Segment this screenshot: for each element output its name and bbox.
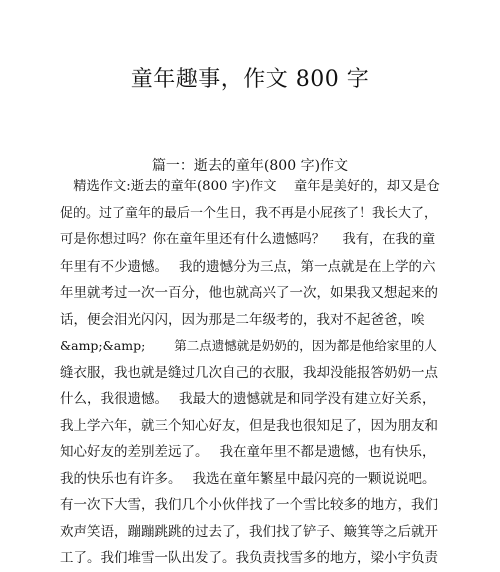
body-line: 有一次下大雪，我们几个小伙伴找了一个雪比较多的地方，我们	[60, 497, 438, 513]
body-line: 话，便会泪光闪闪，因为那是二年级考的，我对不起爸爸，唉	[60, 311, 425, 328]
body-line: 年里有不少遗憾。 我的遗憾分为三点，第一点就是在上学的六	[60, 258, 436, 275]
document-body	[60, 174, 441, 572]
section-title: 篇一：逝去的童年(800 字)作文	[151, 158, 349, 174]
body-line: 我的快乐也有许多。 我选在童年繁星中最闪亮的一颗说说吧。	[60, 470, 436, 487]
body-line: 精选作文:逝去的童年(800 字)作文 童年是美好的，却又是仓	[60, 179, 440, 194]
body-line: 我上学六年，就三个知心好友，但是我也很知足了，因为朋友和	[60, 417, 438, 434]
body-line: 年里就考过一次一百分，他也就高兴了一次，如果我又想起来的	[60, 285, 438, 301]
document-title: 童年趣事，作文 800 字	[130, 67, 370, 92]
body-line: 缝衣服，我也就是缝过几次自己的衣服，我却没能报答奶奶一点	[60, 364, 438, 381]
body-line: 促的。过了童年的最后一个生日，我不再是小屁孩了！我长大了，	[60, 205, 438, 221]
body-line: 可是你想过吗？你在童年里还有什么遗憾吗？ 我有，在我的童	[60, 232, 436, 247]
body-line: 欢声笑语，蹦蹦跳跳的过去了，我们找了铲子、簸箕等之后就开	[60, 523, 438, 540]
body-line: 什么，我很遗憾。 我最大的遗憾就是和同学没有建立好关系，	[60, 391, 436, 407]
body-line: 工了。我们堆雪一队出发了。我负责找雪多的地方，梁小宇负责	[60, 550, 438, 566]
body-line: &amp;&amp; 第二点遗憾就是奶奶的，因为都是他给家里的人	[60, 338, 437, 353]
body-line: 知心好友的差别差远了。 我在童年里不都是遗憾，也有快乐，	[60, 444, 436, 460]
